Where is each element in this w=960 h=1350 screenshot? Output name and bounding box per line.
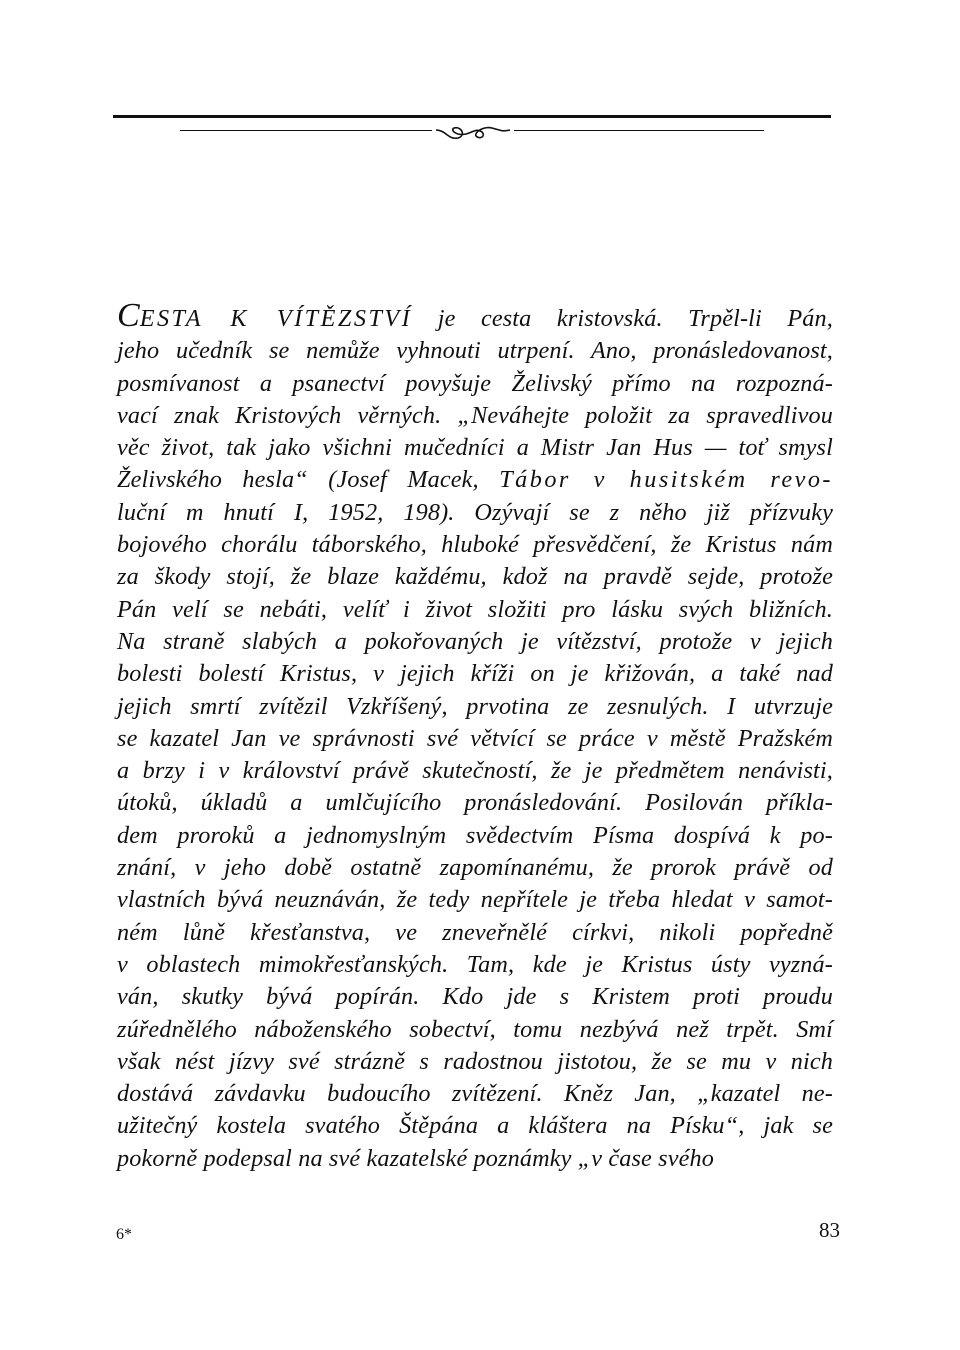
text-line-24: však nést jízvy své strázně s radostnou jistotou, že se mu v nich [117, 1047, 833, 1075]
text-line-18: znání, v jeho době ostatně zapomínanému, že prorok právě od [117, 854, 833, 882]
ornament-line-left [180, 130, 432, 131]
text-line-25: dostává závdavku budoucího zvítězení. Kněz Jan, „kazatel ne- [117, 1080, 833, 1108]
text-line-8: bojového chorálu táborského, hluboké přesvědčení, že Kristus nám [117, 531, 833, 559]
line-6-text: Želivského hesla“ (Josef Macek, [117, 466, 500, 494]
text-line-23: zúřednělého náboženského sobectví, tomu nezbývá než trpět. Smí [117, 1015, 833, 1043]
text-line-14: se kazatel Jan ve správnosti své větvící se práce v městě Pražském [117, 724, 833, 752]
smallcaps-heading: ESTA K VÍTĚZSTVÍ [139, 305, 413, 332]
text-line-10: Pán velí se nebáti, velíť i život složiti pro lásku svých bližních. [117, 595, 833, 623]
signature-mark: 6* [116, 1226, 132, 1243]
text-line-26: užitečný kostela svatého Štěpána a kláštera na Písku“, jak se [117, 1112, 833, 1140]
text-line-3: posmívanost a psanectví povyšuje Želivský přímo na rozpozná- [117, 369, 833, 397]
text-line-22: ván, skutky bývá popírán. Kdo jde s Kristem proti proudu [117, 983, 833, 1011]
text-line-11: Na straně slabých a pokořovaných je vítězství, protože v jejich [117, 627, 833, 655]
text-line-19: vlastních bývá neuznáván, že tedy nepřítele je třeba hledat v samot- [117, 886, 833, 914]
text-line-9: za škody stojí, že blaze každému, kdož na pravdě sejde, protože [117, 563, 833, 591]
line-1-text: je cesta kristovská. Trpěl-li Pán, [412, 305, 833, 332]
text-line-7: luční m hnutí I, 1952, 198). Ozývají se z něho již přízvuky [117, 498, 833, 526]
text-line-17: dem proroků a jednomyslným svědectvím Písma dospívá k po- [117, 821, 833, 849]
text-line-15: a brzy i v království právě skutečností, že je předmětem nenávisti, [117, 757, 833, 785]
page-number: 83 [819, 1218, 840, 1242]
text-line-1 [117, 297, 833, 335]
text-line-4: vací znak Kristových věrných. „Neváhejte položit za spravedlivou [117, 401, 833, 429]
body-paragraph [117, 297, 833, 1175]
ornament-icon [432, 118, 514, 144]
ornament-line-right [514, 130, 764, 131]
text-line-6 [117, 464, 833, 496]
text-line-2: jeho učedník se nemůže vyhnouti utrpení. Ano, pronásledovanost, [117, 337, 833, 365]
text-line-12: bolesti bolestí Kristus, v jejich kříži on je křižován, a také nad [117, 660, 833, 688]
drop-letter: C [117, 297, 140, 334]
text-line-20: ném lůně křesťanstva, ve zneveřnělé církvi, nikoli popředně [117, 918, 833, 946]
text-line-16: útoků, úkladů a umlčujícího pronásledování. Posilován příkla- [117, 789, 833, 817]
text-line-13: jejich smrtí zvítězil Vzkříšený, prvotina ze zesnulých. I utvrzuje [117, 692, 833, 720]
text-line-21: v oblastech mimokřesťanských. Tam, kde je Kristus ústy vyzná- [117, 950, 833, 978]
spaced-title: Tábor v husitském revo- [499, 466, 833, 494]
text-line-5: věc život, tak jako všichni mučedníci a Mistr Jan Hus — toť smysl [117, 434, 833, 462]
text-line-27: pokorně podepsal na své kazatelské poznámky „v čase svého [117, 1144, 714, 1172]
